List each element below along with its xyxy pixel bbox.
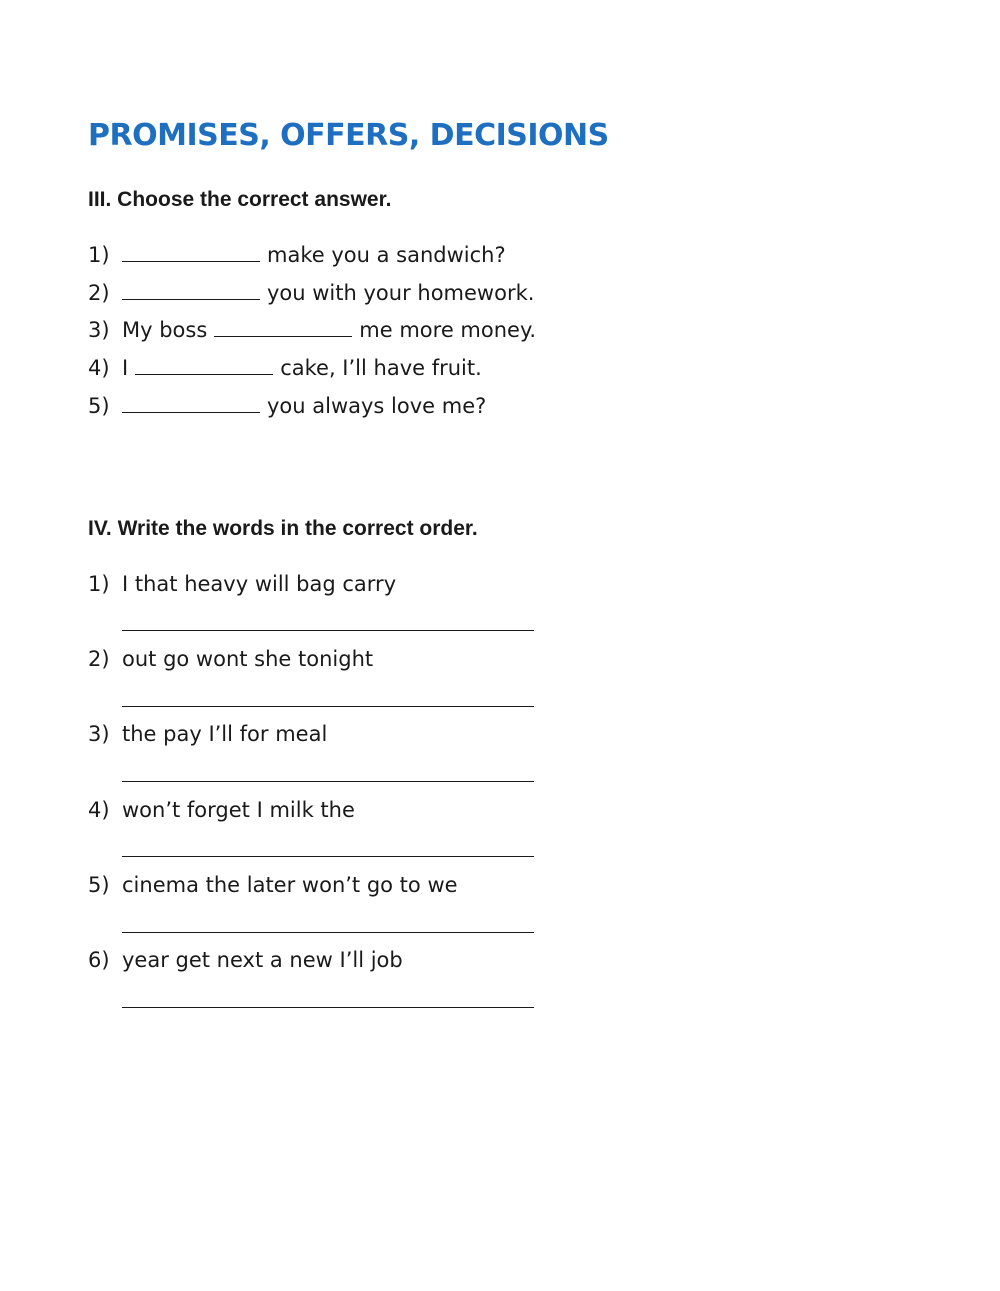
item-number: 5): [88, 394, 110, 418]
section-3-heading: III. Choose the correct answer.: [88, 188, 392, 211]
item-text: year get next a new I’ll job: [122, 948, 403, 972]
item-text: you always love me?: [267, 394, 487, 418]
item-text: me more money.: [359, 318, 537, 342]
item-number: 2): [88, 281, 110, 305]
order-item-5: [88, 873, 458, 897]
item-number: 1): [88, 572, 110, 596]
answer-line-6[interactable]: [122, 1007, 534, 1008]
answer-blank[interactable]: [122, 243, 260, 262]
item-text: won’t forget I milk the: [122, 798, 355, 822]
item-text: cake, I’ll have fruit.: [280, 356, 482, 380]
item-text: make you a sandwich?: [267, 243, 506, 267]
order-item-6: [88, 948, 403, 972]
item-text: you with your homework.: [267, 281, 535, 305]
choice-item-1: [88, 243, 506, 267]
answer-line-1[interactable]: [122, 630, 534, 631]
item-text: the pay I’ll for meal: [122, 722, 328, 746]
item-text: out go wont she tonight: [122, 647, 374, 671]
answer-blank[interactable]: [135, 356, 273, 375]
section-4-heading: IV. Write the words in the correct order.: [88, 517, 478, 540]
item-number: 1): [88, 243, 110, 267]
answer-line-5[interactable]: [122, 932, 534, 933]
order-item-1: [88, 572, 396, 596]
answer-line-4[interactable]: [122, 856, 534, 857]
order-item-3: [88, 722, 327, 746]
choice-item-3: [88, 318, 536, 342]
answer-blank[interactable]: [214, 318, 352, 337]
item-number: 3): [88, 722, 110, 746]
choice-item-4: [88, 356, 482, 380]
item-text-before: My boss: [122, 318, 208, 342]
order-item-4: [88, 798, 355, 822]
order-item-2: [88, 647, 373, 671]
item-number: 4): [88, 798, 110, 822]
item-text-before: I: [122, 356, 129, 380]
choice-item-5: [88, 394, 486, 418]
item-text: I that heavy will bag carry: [122, 572, 397, 596]
answer-line-2[interactable]: [122, 706, 534, 707]
answer-blank[interactable]: [122, 394, 260, 413]
page-title: PROMISES, OFFERS, DECISIONS: [88, 118, 609, 153]
item-number: 3): [88, 318, 110, 342]
item-number: 4): [88, 356, 110, 380]
item-number: 2): [88, 647, 110, 671]
item-text: cinema the later won’t go to we: [122, 873, 458, 897]
choice-item-2: [88, 281, 534, 305]
item-number: 6): [88, 948, 110, 972]
answer-line-3[interactable]: [122, 781, 534, 782]
item-number: 5): [88, 873, 110, 897]
answer-blank[interactable]: [122, 281, 260, 300]
